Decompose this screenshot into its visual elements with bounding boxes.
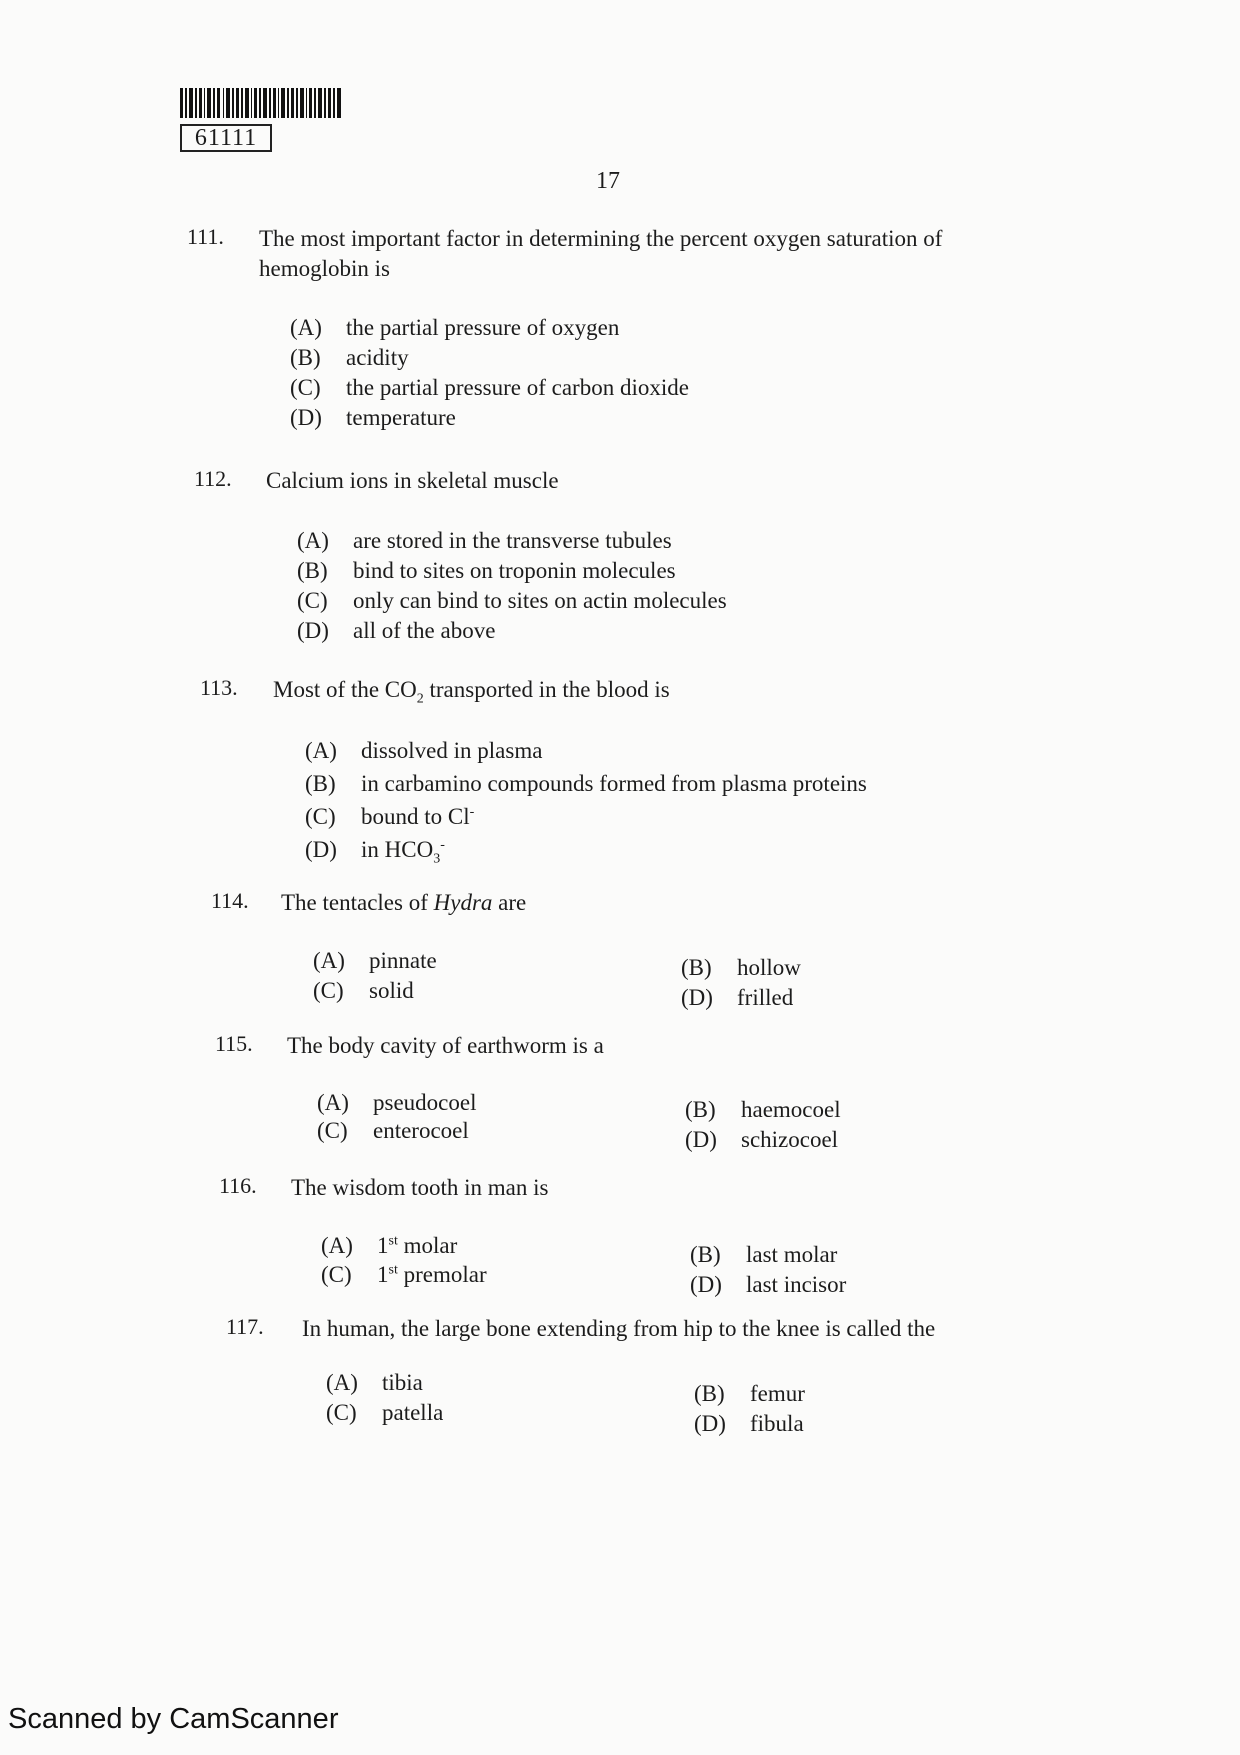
option-text: tibia bbox=[382, 1370, 423, 1395]
option bbox=[305, 837, 445, 868]
option bbox=[297, 528, 672, 554]
question-text bbox=[281, 888, 526, 918]
option-label: (C) bbox=[313, 978, 344, 1003]
option-label: (B) bbox=[681, 955, 712, 980]
question-text-part: transported in the blood is bbox=[423, 677, 670, 702]
subscript: 2 bbox=[416, 691, 424, 707]
option-text: molar bbox=[397, 1233, 458, 1258]
question-number: 117. bbox=[226, 1314, 264, 1339]
question-text-part: The tentacles of bbox=[281, 890, 434, 915]
option bbox=[326, 1400, 443, 1426]
option bbox=[305, 804, 474, 830]
option-text: femur bbox=[750, 1381, 805, 1406]
option-text: pseudocoel bbox=[373, 1090, 477, 1115]
option-text: all of the above bbox=[353, 618, 496, 643]
option-text: the partial pressure of carbon dioxide bbox=[346, 375, 689, 400]
option bbox=[681, 985, 793, 1011]
question-number: 115. bbox=[215, 1031, 253, 1056]
option-text: patella bbox=[382, 1400, 444, 1425]
option-text: last incisor bbox=[746, 1272, 847, 1297]
page-number: 17 bbox=[596, 168, 620, 194]
question-number: 111. bbox=[187, 224, 224, 249]
question-number: 112. bbox=[194, 466, 232, 491]
option-text: solid bbox=[369, 978, 414, 1003]
option bbox=[313, 948, 437, 974]
option-text: frilled bbox=[737, 985, 794, 1010]
question-text-line: hemoglobin is bbox=[259, 256, 390, 281]
option-label: (A) bbox=[313, 948, 345, 973]
option-label: (B) bbox=[694, 1381, 725, 1406]
option-text: dissolved in plasma bbox=[361, 738, 543, 763]
option-label: (A) bbox=[326, 1370, 358, 1395]
option-label: (A) bbox=[321, 1233, 353, 1258]
option-label: (D) bbox=[694, 1411, 726, 1436]
option-label: (B) bbox=[297, 558, 328, 583]
option bbox=[681, 955, 801, 981]
option-text: the partial pressure of oxygen bbox=[346, 315, 620, 340]
question-text-part: Most of the CO bbox=[273, 677, 417, 702]
option-text: enterocoel bbox=[373, 1118, 469, 1143]
option-label: (B) bbox=[290, 345, 321, 370]
question-text: Calcium ions in skeletal muscle bbox=[266, 468, 559, 493]
option-label: (C) bbox=[297, 588, 328, 613]
option-label: (C) bbox=[321, 1262, 352, 1287]
option-label: (A) bbox=[297, 528, 329, 553]
question-number: 113. bbox=[200, 675, 238, 700]
italic-term: Hydra bbox=[433, 890, 493, 915]
option bbox=[317, 1090, 476, 1116]
option-text: are stored in the transverse tubules bbox=[353, 528, 672, 553]
option bbox=[321, 1233, 457, 1259]
question-text-line: The most important factor in determining the percent oxygen saturation of bbox=[259, 226, 943, 251]
superscript: st bbox=[388, 1262, 398, 1278]
option-label: (A) bbox=[317, 1090, 349, 1115]
scanner-watermark: Scanned by CamScanner bbox=[8, 1703, 339, 1735]
question-text: The body cavity of earthworm is a bbox=[287, 1033, 604, 1058]
option-text: bound to Cl bbox=[361, 804, 470, 829]
option-text: haemocoel bbox=[741, 1097, 841, 1122]
option bbox=[313, 978, 414, 1004]
option-label: (C) bbox=[290, 375, 321, 400]
exam-code: 61111 bbox=[180, 124, 272, 152]
question-number: 116. bbox=[219, 1173, 257, 1198]
option bbox=[305, 738, 542, 764]
option-label: (D) bbox=[290, 405, 322, 430]
barcode bbox=[180, 88, 342, 118]
option-label: (B) bbox=[305, 771, 336, 796]
subscript: 3 bbox=[433, 851, 441, 867]
question-text: The wisdom tooth in man is bbox=[291, 1175, 549, 1200]
option bbox=[694, 1411, 804, 1437]
option-text: only can bind to sites on actin molecules bbox=[353, 588, 727, 613]
option-text: acidity bbox=[346, 345, 409, 370]
option-text: temperature bbox=[346, 405, 456, 430]
option-text: last molar bbox=[746, 1242, 838, 1267]
option-text: premolar bbox=[397, 1262, 487, 1287]
option bbox=[297, 588, 727, 614]
option bbox=[290, 405, 456, 431]
option bbox=[321, 1262, 487, 1288]
question-text: In human, the large bone extending from hip to the knee is called the bbox=[302, 1316, 936, 1341]
option bbox=[297, 618, 495, 644]
option-text: schizocoel bbox=[741, 1127, 839, 1152]
option bbox=[290, 375, 689, 401]
option-text: fibula bbox=[750, 1411, 804, 1436]
option-label: (D) bbox=[681, 985, 713, 1010]
option-label: (A) bbox=[290, 315, 322, 340]
question-text-part: are bbox=[492, 890, 527, 915]
option bbox=[290, 345, 409, 371]
option bbox=[685, 1127, 838, 1153]
superscript: - bbox=[469, 804, 475, 820]
option-text: in carbamino compounds formed from plasma proteins bbox=[361, 771, 867, 796]
question-number: 114. bbox=[211, 888, 249, 913]
option-text: bind to sites on troponin molecules bbox=[353, 558, 676, 583]
option-label: (D) bbox=[685, 1127, 717, 1152]
option-label: (C) bbox=[317, 1118, 348, 1143]
option-label: (C) bbox=[326, 1400, 357, 1425]
option bbox=[685, 1097, 841, 1123]
superscript: st bbox=[388, 1233, 398, 1249]
option-label: (D) bbox=[690, 1272, 722, 1297]
option bbox=[317, 1118, 469, 1144]
option-label: (D) bbox=[297, 618, 329, 643]
option-text: in HCO bbox=[361, 837, 434, 862]
option-label: (B) bbox=[685, 1097, 716, 1122]
option-text: pinnate bbox=[369, 948, 437, 973]
option bbox=[297, 558, 676, 584]
option bbox=[690, 1272, 846, 1298]
option-label: (B) bbox=[690, 1242, 721, 1267]
option bbox=[305, 771, 867, 797]
option bbox=[694, 1381, 805, 1407]
option bbox=[690, 1242, 837, 1268]
option-label: (D) bbox=[305, 837, 337, 862]
option-label: (C) bbox=[305, 804, 336, 829]
option bbox=[290, 315, 619, 341]
option-label: (A) bbox=[305, 738, 337, 763]
question-text bbox=[259, 224, 942, 284]
option-text: 1 bbox=[377, 1233, 389, 1258]
option bbox=[326, 1370, 423, 1396]
option-text: 1 bbox=[377, 1262, 389, 1287]
superscript: - bbox=[440, 837, 445, 853]
option-text: hollow bbox=[737, 955, 801, 980]
question-text bbox=[273, 675, 670, 715]
